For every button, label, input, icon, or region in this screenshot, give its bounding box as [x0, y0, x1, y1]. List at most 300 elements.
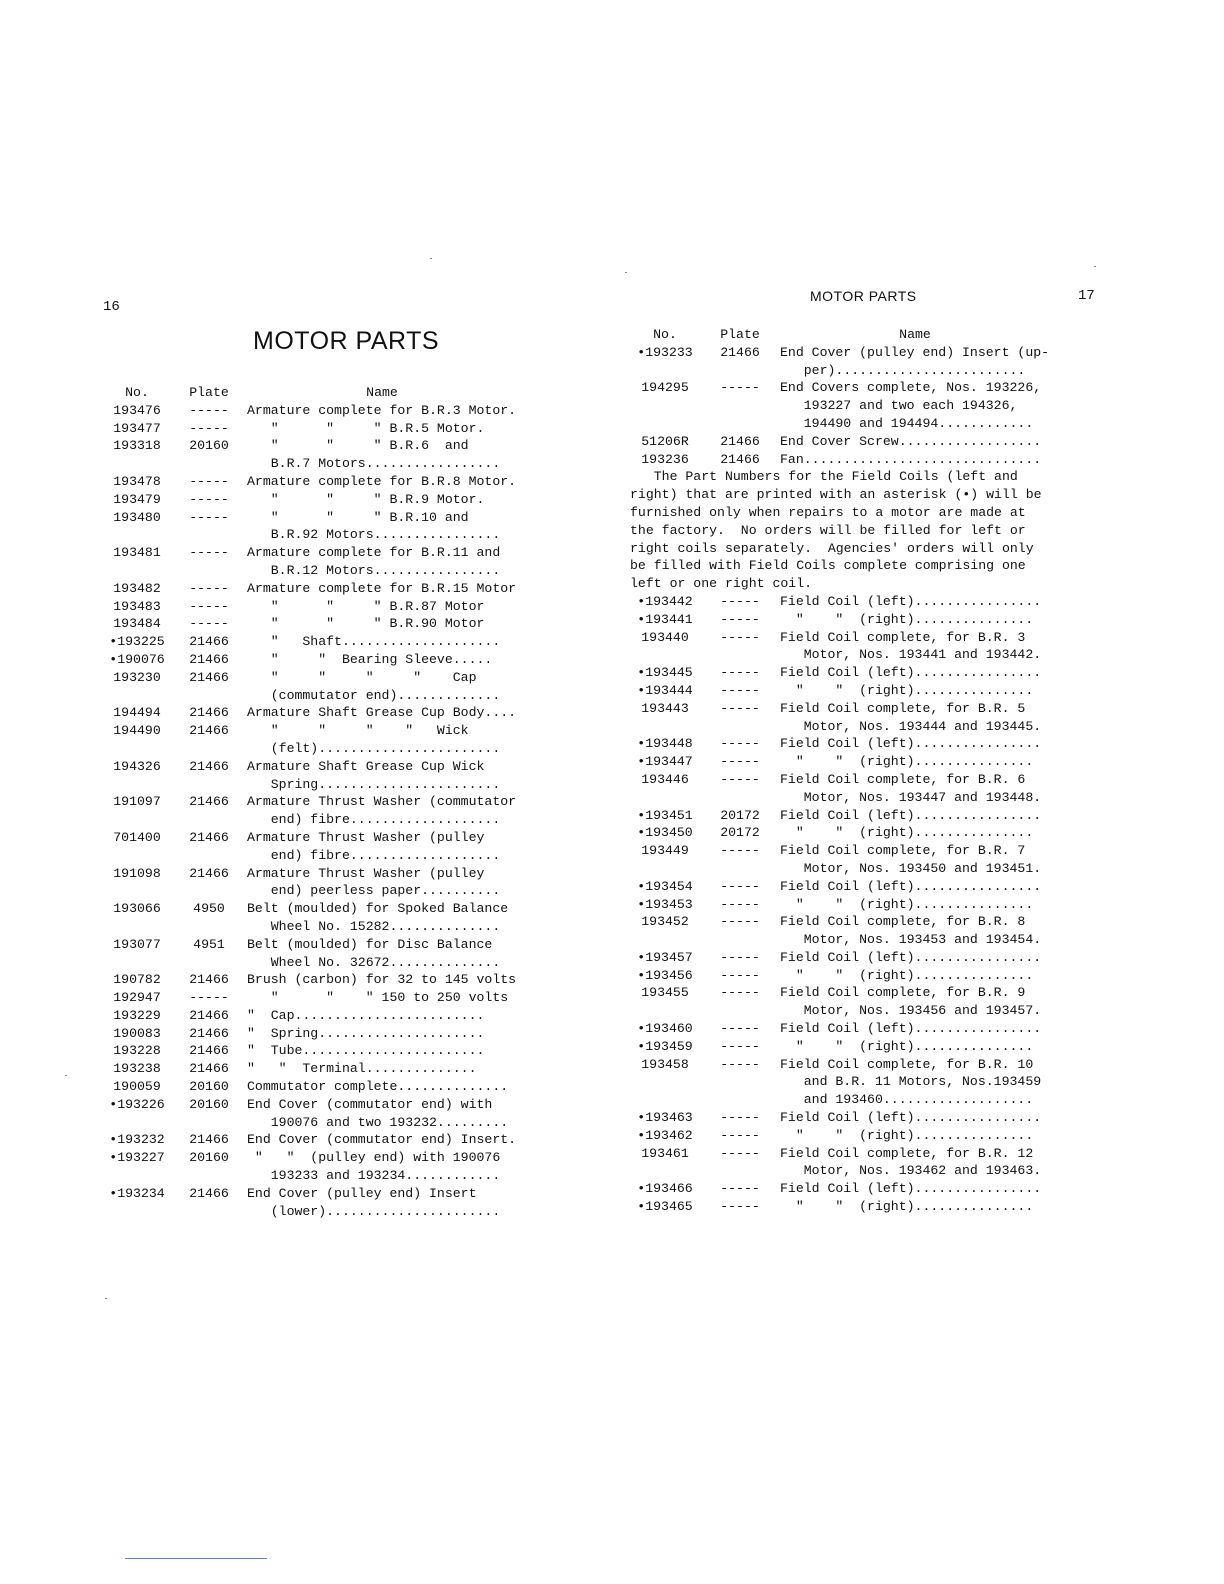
part-number: 194494 — [113, 705, 161, 721]
part-name — [247, 473, 517, 491]
part-name-line: Brush (carbon) for 32 to 145 volts — [247, 972, 517, 988]
table-row — [630, 896, 1050, 914]
plate-number: 21466 — [189, 723, 229, 739]
part-name — [247, 829, 517, 865]
part-name-line: Armature complete for B.R.15 Motor — [247, 580, 517, 596]
part-number: •193445 — [637, 665, 693, 681]
table-row — [630, 1020, 1050, 1038]
part-name — [247, 722, 517, 758]
parts-table-left — [103, 384, 517, 1220]
part-number: 193452 — [641, 914, 689, 930]
part-name-line: Armature complete for B.R.3 Motor. — [247, 402, 517, 418]
plate-number: 20160 — [189, 1150, 229, 1166]
part-number: 193461 — [641, 1145, 689, 1161]
part-name-line: per)........................ — [780, 362, 1026, 378]
part-name-line: " Tube....................... — [247, 1043, 485, 1059]
part-number: 193476 — [113, 402, 161, 418]
table-row — [630, 878, 1050, 896]
part-name-line: Field Coil complete, for B.R. 9 — [780, 985, 1026, 1001]
part-number: •193225 — [109, 634, 165, 650]
part-number: 194295 — [641, 380, 689, 396]
part-name-line: Wheel No. 32672.............. — [247, 954, 501, 970]
part-name — [247, 1042, 517, 1060]
table-row — [103, 793, 517, 829]
part-name — [247, 651, 517, 669]
table-row — [630, 771, 1050, 807]
table-row — [103, 420, 517, 438]
part-name-line: Motor, Nos. 193456 and 193457. — [780, 1003, 1042, 1019]
table-row — [630, 682, 1050, 700]
part-number: •193447 — [637, 754, 693, 770]
table-row — [630, 700, 1050, 736]
part-name — [247, 971, 517, 989]
part-name-line: " Spring..................... — [247, 1025, 485, 1041]
table-row — [103, 900, 517, 936]
part-number: •193451 — [637, 807, 693, 823]
part-name-line: B.R.92 Motors................ — [247, 527, 501, 543]
part-number: 193449 — [641, 843, 689, 859]
table-row — [103, 1131, 517, 1149]
plate-number: 21466 — [189, 705, 229, 721]
plate-number: 21466 — [189, 1132, 229, 1148]
plate-number: 4951 — [193, 936, 225, 952]
table-row — [103, 544, 517, 580]
part-name — [247, 936, 517, 972]
part-name-line: " " " " Wick — [247, 723, 469, 739]
part-name-line: " " Bearing Sleeve..... — [247, 651, 493, 667]
table-row — [630, 1038, 1050, 1056]
table-row — [103, 1096, 517, 1132]
part-number: •193462 — [637, 1127, 693, 1143]
plate-number: ----- — [720, 843, 760, 859]
part-number: •193442 — [637, 593, 693, 609]
table-row — [630, 379, 1050, 432]
part-name — [780, 664, 1050, 682]
part-name-line: Motor, Nos. 193453 and 193454. — [780, 932, 1042, 948]
part-name — [780, 700, 1050, 736]
part-name-line: Motor, Nos. 193447 and 193448. — [780, 789, 1042, 805]
part-name-line: and B.R. 11 Motors, Nos.193459 — [780, 1074, 1042, 1090]
part-name — [247, 437, 517, 473]
part-name-line: Wheel No. 15282.............. — [247, 918, 501, 934]
part-name-line: Field Coil (left)................ — [780, 593, 1042, 609]
part-number: •193463 — [637, 1110, 693, 1126]
part-number: •193457 — [637, 949, 693, 965]
part-number: 193228 — [113, 1043, 161, 1059]
part-name — [247, 1185, 517, 1221]
part-name — [780, 1020, 1050, 1038]
table-row — [630, 1180, 1050, 1198]
plate-number: ----- — [720, 593, 760, 609]
table-row — [630, 842, 1050, 878]
part-name-line: End Cover (pulley end) Insert — [247, 1185, 477, 1201]
table-row — [630, 1145, 1050, 1181]
part-name-line: " " " B.R.90 Motor — [247, 616, 485, 632]
part-number: 193077 — [113, 936, 161, 952]
part-name — [780, 629, 1050, 665]
part-number: 193455 — [641, 985, 689, 1001]
scan-speck — [625, 272, 627, 273]
plate-number: 21466 — [189, 1007, 229, 1023]
table-row — [103, 829, 517, 865]
part-name-line: " " (right)............... — [780, 825, 1034, 841]
part-name-line: 193227 and two each 194326, — [780, 398, 1018, 414]
plate-number: ----- — [720, 736, 760, 752]
plate-number: ----- — [720, 914, 760, 930]
part-name — [780, 735, 1050, 753]
plate-number: 21466 — [189, 1061, 229, 1077]
table-row — [103, 615, 517, 633]
part-name-line: end) fibre................... — [247, 847, 501, 863]
part-name — [247, 793, 517, 829]
table-row — [630, 913, 1050, 949]
part-number: •193441 — [637, 611, 693, 627]
plate-number: ----- — [189, 545, 229, 561]
table-row — [103, 971, 517, 989]
part-number: •193465 — [637, 1199, 693, 1215]
part-name-line: " " " B.R.9 Motor. — [247, 491, 485, 507]
part-number: •193456 — [637, 967, 693, 983]
part-name — [247, 420, 517, 438]
part-number: 191097 — [113, 794, 161, 810]
table-row — [103, 1149, 517, 1185]
part-number: 193229 — [113, 1007, 161, 1023]
part-name-line: 190076 and two 193232......... — [247, 1114, 509, 1130]
plate-number: 4950 — [193, 901, 225, 917]
plate-number: 20172 — [720, 807, 760, 823]
part-name-line: " " (right)............... — [780, 611, 1034, 627]
part-number: 701400 — [113, 829, 161, 845]
table-row — [103, 1185, 517, 1221]
plate-number: 21466 — [189, 972, 229, 988]
part-name-line: Field Coil complete, for B.R. 7 — [780, 843, 1026, 859]
part-number: 51206R — [641, 433, 689, 449]
table-row — [630, 949, 1050, 967]
scan-speck — [65, 1075, 67, 1076]
part-name — [780, 451, 1050, 469]
part-name-line: " " (right)............... — [780, 1199, 1034, 1215]
part-name-line: " " " B.R.5 Motor. — [247, 420, 485, 436]
note-line: furnished only when repairs to a motor are made at — [630, 504, 1026, 520]
part-name-line: " " (right)............... — [780, 1127, 1034, 1143]
plate-number: ----- — [720, 611, 760, 627]
part-name-line: B.R.7 Motors................. — [247, 456, 501, 472]
part-number: •193444 — [637, 682, 693, 698]
table-row — [630, 1198, 1050, 1216]
part-number: 190059 — [113, 1079, 161, 1095]
part-name-line: End Covers complete, Nos. 193226, — [780, 380, 1042, 396]
part-name-line: end) peerless paper.......... — [247, 883, 501, 899]
part-number: •193466 — [637, 1181, 693, 1197]
part-name-line: and 193460................... — [780, 1092, 1034, 1108]
plate-number: ----- — [720, 682, 760, 698]
table-row — [630, 753, 1050, 771]
plate-number: ----- — [720, 1038, 760, 1054]
note-line: be filled with Field Coils complete comprising one — [630, 558, 1026, 574]
parts-rows-right-top — [630, 344, 1050, 469]
part-name — [247, 1025, 517, 1043]
part-number: •193460 — [637, 1021, 693, 1037]
part-name-line: 193233 and 193234............ — [247, 1168, 501, 1184]
table-row — [103, 704, 517, 722]
table-row — [630, 344, 1050, 380]
part-name-line: " " " B.R.87 Motor — [247, 598, 485, 614]
part-name — [247, 1060, 517, 1078]
part-name — [780, 824, 1050, 842]
table-row — [103, 989, 517, 1007]
column-header-name: Name — [899, 327, 931, 342]
part-name-line: " " (pulley end) with 190076 — [247, 1150, 501, 1166]
table-row — [630, 433, 1050, 451]
plate-number: 21466 — [720, 433, 760, 449]
scan-edge-line — [125, 1558, 267, 1559]
page-title: MOTOR PARTS — [253, 327, 440, 355]
plate-number: 21466 — [189, 1185, 229, 1201]
part-name — [780, 1180, 1050, 1198]
part-name — [780, 1038, 1050, 1056]
part-name-line: " " " 150 to 250 volts — [247, 990, 509, 1006]
part-name-line: End Cover Screw.................. — [780, 433, 1042, 449]
part-name-line: Motor, Nos. 193462 and 193463. — [780, 1163, 1042, 1179]
plate-number: ----- — [720, 1127, 760, 1143]
part-name — [780, 949, 1050, 967]
part-name — [247, 865, 517, 901]
part-number: 192947 — [113, 990, 161, 1006]
table-row — [103, 758, 517, 794]
part-name-line: " " " " Cap — [247, 669, 477, 685]
plate-number: ----- — [720, 1199, 760, 1215]
part-name — [247, 989, 517, 1007]
part-name — [780, 1198, 1050, 1216]
table-row — [630, 451, 1050, 469]
table-row — [103, 651, 517, 669]
part-name — [780, 842, 1050, 878]
part-name-line: Field Coil complete, for B.R. 8 — [780, 914, 1026, 930]
note-line: right) that are printed with an asterisk (•) will be — [630, 487, 1042, 503]
part-name-line: " " (right)............... — [780, 682, 1034, 698]
table-row — [630, 1056, 1050, 1109]
part-name-line: Field Coil (left)................ — [780, 878, 1042, 894]
table-row — [103, 936, 517, 972]
table-row — [103, 1007, 517, 1025]
part-name-line: " " (right)............... — [780, 896, 1034, 912]
part-number: 193318 — [113, 438, 161, 454]
part-name — [780, 611, 1050, 629]
part-name-line: B.R.12 Motors................ — [247, 562, 501, 578]
plate-number: 21466 — [189, 669, 229, 685]
right-page — [612, 0, 1224, 1584]
plate-number: ----- — [189, 580, 229, 596]
plate-number: ----- — [720, 896, 760, 912]
part-name — [780, 753, 1050, 771]
note-line: The Part Numbers for the Field Coils (left and — [630, 469, 1018, 485]
part-number: 193483 — [113, 598, 161, 614]
plate-number: ----- — [720, 754, 760, 770]
scan-speck — [105, 1298, 107, 1299]
part-name-line: " Shaft.................... — [247, 634, 501, 650]
part-name — [780, 878, 1050, 896]
part-name-line: " " (right)............... — [780, 1038, 1034, 1054]
part-name-line: " " (right)............... — [780, 754, 1034, 770]
part-number: •190076 — [109, 651, 165, 667]
part-name-line: Field Coil complete, for B.R. 3 — [780, 629, 1026, 645]
table-row — [630, 824, 1050, 842]
scan-speck — [1094, 266, 1096, 267]
page-number-left: 16 — [103, 299, 120, 315]
part-name — [780, 984, 1050, 1020]
part-name-line: End Cover (commutator end) Insert. — [247, 1132, 517, 1148]
note-line: the factory. No orders will be filled for left or — [630, 522, 1026, 538]
part-name — [780, 433, 1050, 451]
part-name-line: End Cover (pulley end) Insert (up- — [780, 344, 1050, 360]
part-name — [247, 598, 517, 616]
part-number: 194326 — [113, 758, 161, 774]
table-row — [103, 473, 517, 491]
part-number: 193238 — [113, 1061, 161, 1077]
plate-number: ----- — [720, 700, 760, 716]
plate-number: ----- — [720, 1181, 760, 1197]
plate-number: ----- — [720, 985, 760, 1001]
part-name — [780, 913, 1050, 949]
table-row — [103, 509, 517, 545]
plate-number: ----- — [720, 380, 760, 396]
part-name-line: Motor, Nos. 193441 and 193442. — [780, 647, 1042, 663]
part-name — [247, 1149, 517, 1185]
plate-number: ----- — [720, 1056, 760, 1072]
part-name — [247, 758, 517, 794]
table-row — [630, 984, 1050, 1020]
table-row — [103, 722, 517, 758]
part-name — [247, 615, 517, 633]
plate-number: 21466 — [720, 344, 760, 360]
table-row — [103, 1042, 517, 1060]
table-row — [630, 611, 1050, 629]
part-name — [247, 1007, 517, 1025]
table-row — [630, 1127, 1050, 1145]
part-name — [247, 509, 517, 545]
plate-number: ----- — [720, 878, 760, 894]
part-number: •193227 — [109, 1150, 165, 1166]
plate-number: ----- — [720, 665, 760, 681]
part-number: 191098 — [113, 865, 161, 881]
table-row — [103, 669, 517, 705]
plate-number: ----- — [189, 402, 229, 418]
part-name-line: Field Coil (left)................ — [780, 807, 1042, 823]
parts-rows-left — [103, 402, 517, 1221]
part-name-line: " " " B.R.10 and — [247, 509, 469, 525]
column-header-no: No. — [653, 327, 677, 342]
part-name — [247, 1078, 517, 1096]
table-row — [103, 402, 517, 420]
part-name-line: Spring....................... — [247, 776, 501, 792]
part-number: 193480 — [113, 509, 161, 525]
part-name-line: Field Coil (left)................ — [780, 736, 1042, 752]
plate-number: ----- — [720, 771, 760, 787]
part-number: •193226 — [109, 1096, 165, 1112]
part-name-line: (lower)...................... — [247, 1203, 501, 1219]
part-name — [780, 682, 1050, 700]
part-name-line: Field Coil (left)................ — [780, 949, 1042, 965]
part-name — [780, 1056, 1050, 1109]
part-number: •193459 — [637, 1038, 693, 1054]
column-header-plate: Plate — [720, 327, 760, 342]
part-name-line: Armature Thrust Washer (commutator — [247, 794, 517, 810]
plate-number: ----- — [189, 491, 229, 507]
column-header-no: No. — [125, 385, 149, 400]
part-name-line: Belt (moulded) for Spoked Balance — [247, 901, 509, 917]
part-name-line: " Cap........................ — [247, 1007, 485, 1023]
part-name-line: Armature complete for B.R.8 Motor. — [247, 473, 517, 489]
table-row — [630, 735, 1050, 753]
part-name-line: Motor, Nos. 193450 and 193451. — [780, 860, 1042, 876]
plate-number: ----- — [720, 1110, 760, 1126]
plate-number: 21466 — [189, 1043, 229, 1059]
table-row — [630, 967, 1050, 985]
field-coil-note — [630, 468, 1050, 593]
parts-rows-right-bottom — [630, 593, 1050, 1216]
part-name — [247, 1131, 517, 1149]
part-number: 193477 — [113, 420, 161, 436]
part-number: 193478 — [113, 473, 161, 489]
plate-number: ----- — [189, 616, 229, 632]
note-line: right coils separately. Agencies' orders will only — [630, 540, 1034, 556]
column-header-plate: Plate — [189, 385, 229, 400]
part-number: 194490 — [113, 723, 161, 739]
part-name-line: Field Coil (left)................ — [780, 1021, 1042, 1037]
plate-number: ----- — [189, 509, 229, 525]
part-name — [780, 1127, 1050, 1145]
plate-number: 20172 — [720, 825, 760, 841]
parts-table-right — [630, 326, 1050, 1216]
part-name — [247, 900, 517, 936]
part-name-line: Armature Shaft Grease Cup Body.... — [247, 705, 517, 721]
part-number: •193232 — [109, 1132, 165, 1148]
part-name — [247, 580, 517, 598]
part-number: 193236 — [641, 451, 689, 467]
plate-number: 21466 — [189, 634, 229, 650]
part-name — [780, 379, 1050, 432]
table-row — [630, 629, 1050, 665]
part-name-line: Field Coil (left)................ — [780, 1110, 1042, 1126]
part-name-line: Field Coil complete, for B.R. 5 — [780, 700, 1026, 716]
table-row — [630, 664, 1050, 682]
plate-number: ----- — [189, 473, 229, 489]
table-row — [103, 633, 517, 651]
table-row — [103, 1025, 517, 1043]
part-number: •193454 — [637, 878, 693, 894]
part-number: 193440 — [641, 629, 689, 645]
part-name — [247, 491, 517, 509]
table-row — [103, 598, 517, 616]
part-name-line: Field Coil complete, for B.R. 6 — [780, 771, 1026, 787]
part-name — [247, 704, 517, 722]
part-name-line: " " Terminal.............. — [247, 1061, 477, 1077]
part-name-line: Armature Shaft Grease Cup Wick — [247, 758, 485, 774]
part-number: •193233 — [637, 344, 693, 360]
part-number: 193443 — [641, 700, 689, 716]
part-name — [780, 896, 1050, 914]
part-number: 193479 — [113, 491, 161, 507]
part-name — [247, 669, 517, 705]
part-name-line: Commutator complete.............. — [247, 1079, 509, 1095]
part-name — [780, 807, 1050, 825]
part-name — [780, 344, 1050, 380]
part-number: 193482 — [113, 580, 161, 596]
plate-number: 21466 — [189, 1025, 229, 1041]
part-name-line: Belt (moulded) for Disc Balance — [247, 936, 493, 952]
part-number: •193448 — [637, 736, 693, 752]
page-number-right: 17 — [1078, 288, 1095, 304]
